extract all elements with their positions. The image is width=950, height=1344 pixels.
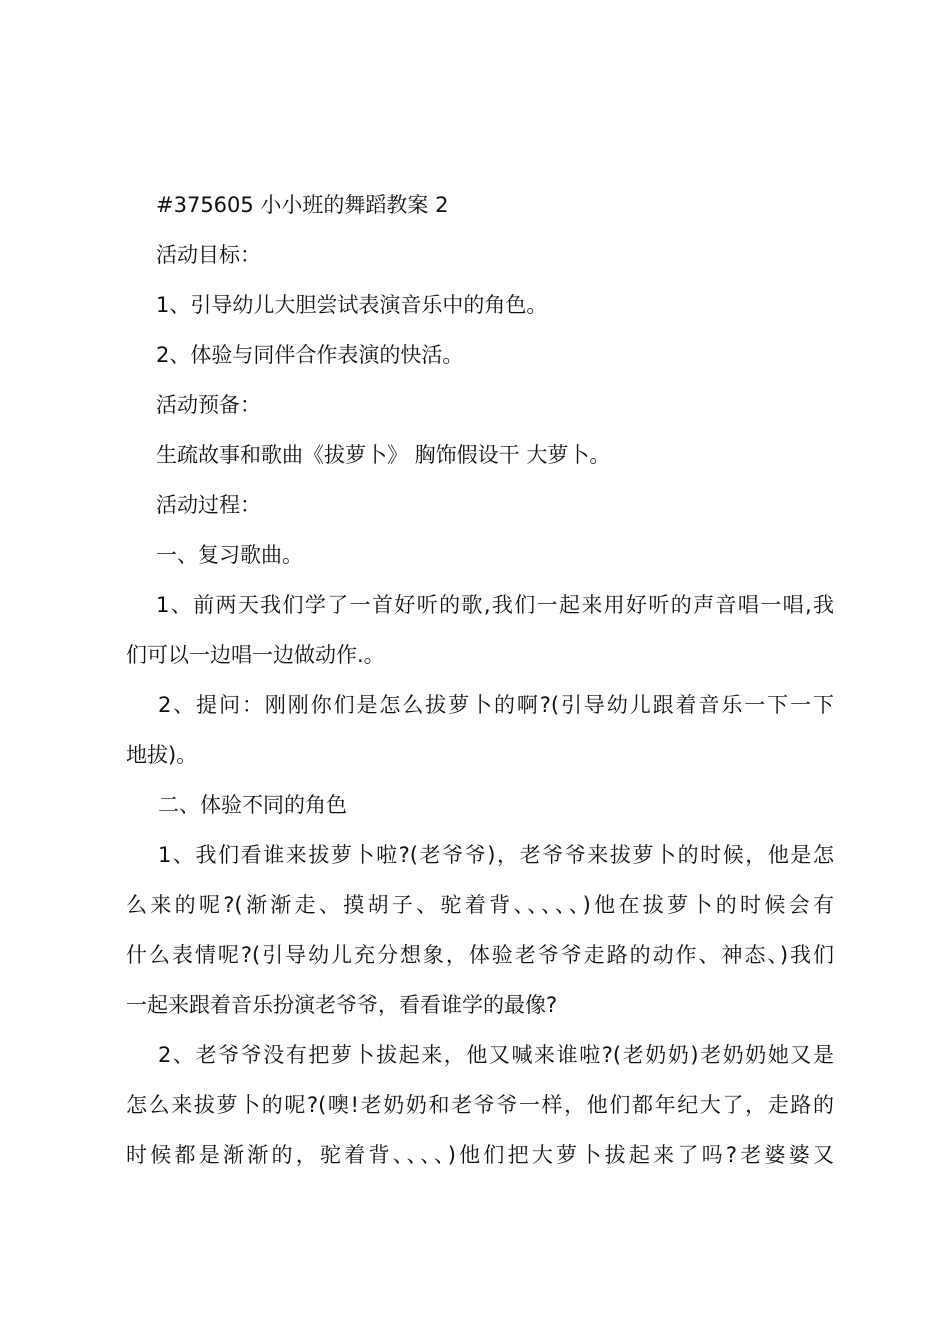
paragraph-4-line-1: 2、老爷爷没有把萝卜拔起来，他又喊来谁啦?(老奶奶)老奶奶她又是 bbox=[158, 1043, 834, 1067]
document-title: #375605 小小班的舞蹈教案 2 bbox=[156, 193, 449, 217]
process-heading: 活动过程： bbox=[156, 493, 261, 517]
paragraph-4-line-3: 时候都是渐渐的，驼着背、、、、)他们把大萝卜拔起来了吗?老婆婆又 bbox=[126, 1143, 834, 1167]
paragraph-2-line-1: 2、提问：刚刚你们是怎么拔萝卜的啊?(引导幼儿跟着音乐一下一下 bbox=[158, 693, 834, 717]
goal-item-1: 1、引导幼儿大胆尝试表演音乐中的角色。 bbox=[156, 293, 548, 317]
paragraph-3-line-3: 什么表情呢?(引导幼儿充分想象，体验老爷爷走路的动作、神态、)我们 bbox=[126, 943, 834, 967]
section-heading-1: 一、复习歌曲。 bbox=[156, 543, 303, 567]
paragraph-3-line-4: 一起来跟着音乐扮演老爷爷，看看谁学的最像? bbox=[126, 993, 558, 1017]
goal-heading: 活动目标： bbox=[156, 243, 261, 267]
paragraph-2-line-2: 地拔)。 bbox=[126, 743, 198, 767]
prep-heading: 活动预备： bbox=[156, 393, 261, 417]
paragraph-1-line-1: 1、前两天我们学了一首好听的歌,我们一起来用好听的声音唱一唱,我 bbox=[156, 593, 834, 617]
paragraph-4-line-2: 怎么来拔萝卜的呢?(噢!老奶奶和老爷爷一样，他们都年纪大了，走路的 bbox=[126, 1093, 834, 1117]
paragraph-3-line-2: 么来的呢?(渐渐走、摸胡子、驼着背、、、、、)他在拔萝卜的时候会有 bbox=[126, 893, 834, 917]
document-page bbox=[126, 180, 834, 1180]
prep-text: 生疏故事和歌曲《拔萝卜》 胸饰假设干 大萝卜。 bbox=[156, 443, 611, 467]
paragraph-1-line-2: 们可以一边唱一边做动作.。 bbox=[126, 643, 385, 667]
goal-item-2: 2、体验与同伴合作表演的快活。 bbox=[156, 343, 464, 367]
section-heading-2: 二、体验不同的角色 bbox=[158, 793, 347, 817]
paragraph-3-line-1: 1、我们看谁来拔萝卜啦?(老爷爷)，老爷爷来拔萝卜的时候，他是怎 bbox=[158, 843, 834, 867]
